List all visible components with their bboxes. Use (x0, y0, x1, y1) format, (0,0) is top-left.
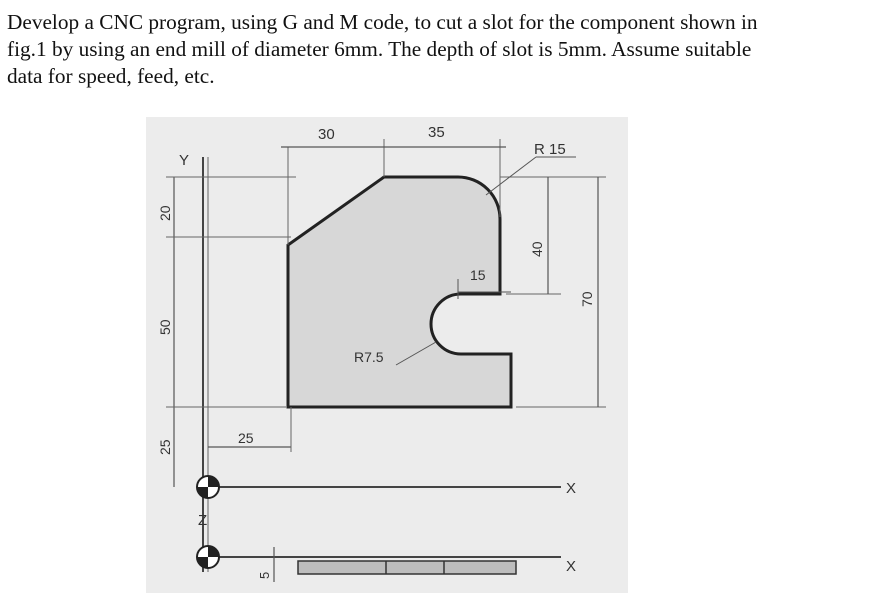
dim-50: 50 (157, 319, 173, 335)
axis-label-x-top: X (566, 480, 577, 497)
drawing-svg (146, 117, 628, 593)
question-line-1: Develop a CNC program, using G and M code, to cut a slot for the component shown in (7, 10, 758, 34)
question-line-2: fig.1 by using an end mill of diameter 6mm. The depth of slot is 5mm. Assume suitable (7, 37, 752, 61)
dim-25-left: 25 (157, 439, 173, 455)
dim-25-bottom: 25 (238, 430, 254, 446)
dim-20: 20 (157, 205, 173, 221)
dim-15: 15 (470, 267, 486, 283)
side-view-part (298, 561, 516, 574)
dim-35: 35 (428, 124, 445, 141)
axis-label-x-bottom: X (566, 558, 577, 575)
dim-5: 5 (257, 571, 272, 579)
question-line-3: data for speed, feed, etc. (7, 64, 215, 88)
component-drawing (146, 117, 628, 593)
axis-label-z: Z (198, 512, 208, 529)
dim-r75: R7.5 (354, 349, 384, 365)
dim-70: 70 (579, 291, 595, 307)
dim-r15: R 15 (534, 141, 566, 158)
axis-label-y: Y (179, 152, 190, 169)
dim-40: 40 (529, 241, 545, 257)
dim-30: 30 (318, 126, 335, 143)
question-text (7, 9, 867, 90)
